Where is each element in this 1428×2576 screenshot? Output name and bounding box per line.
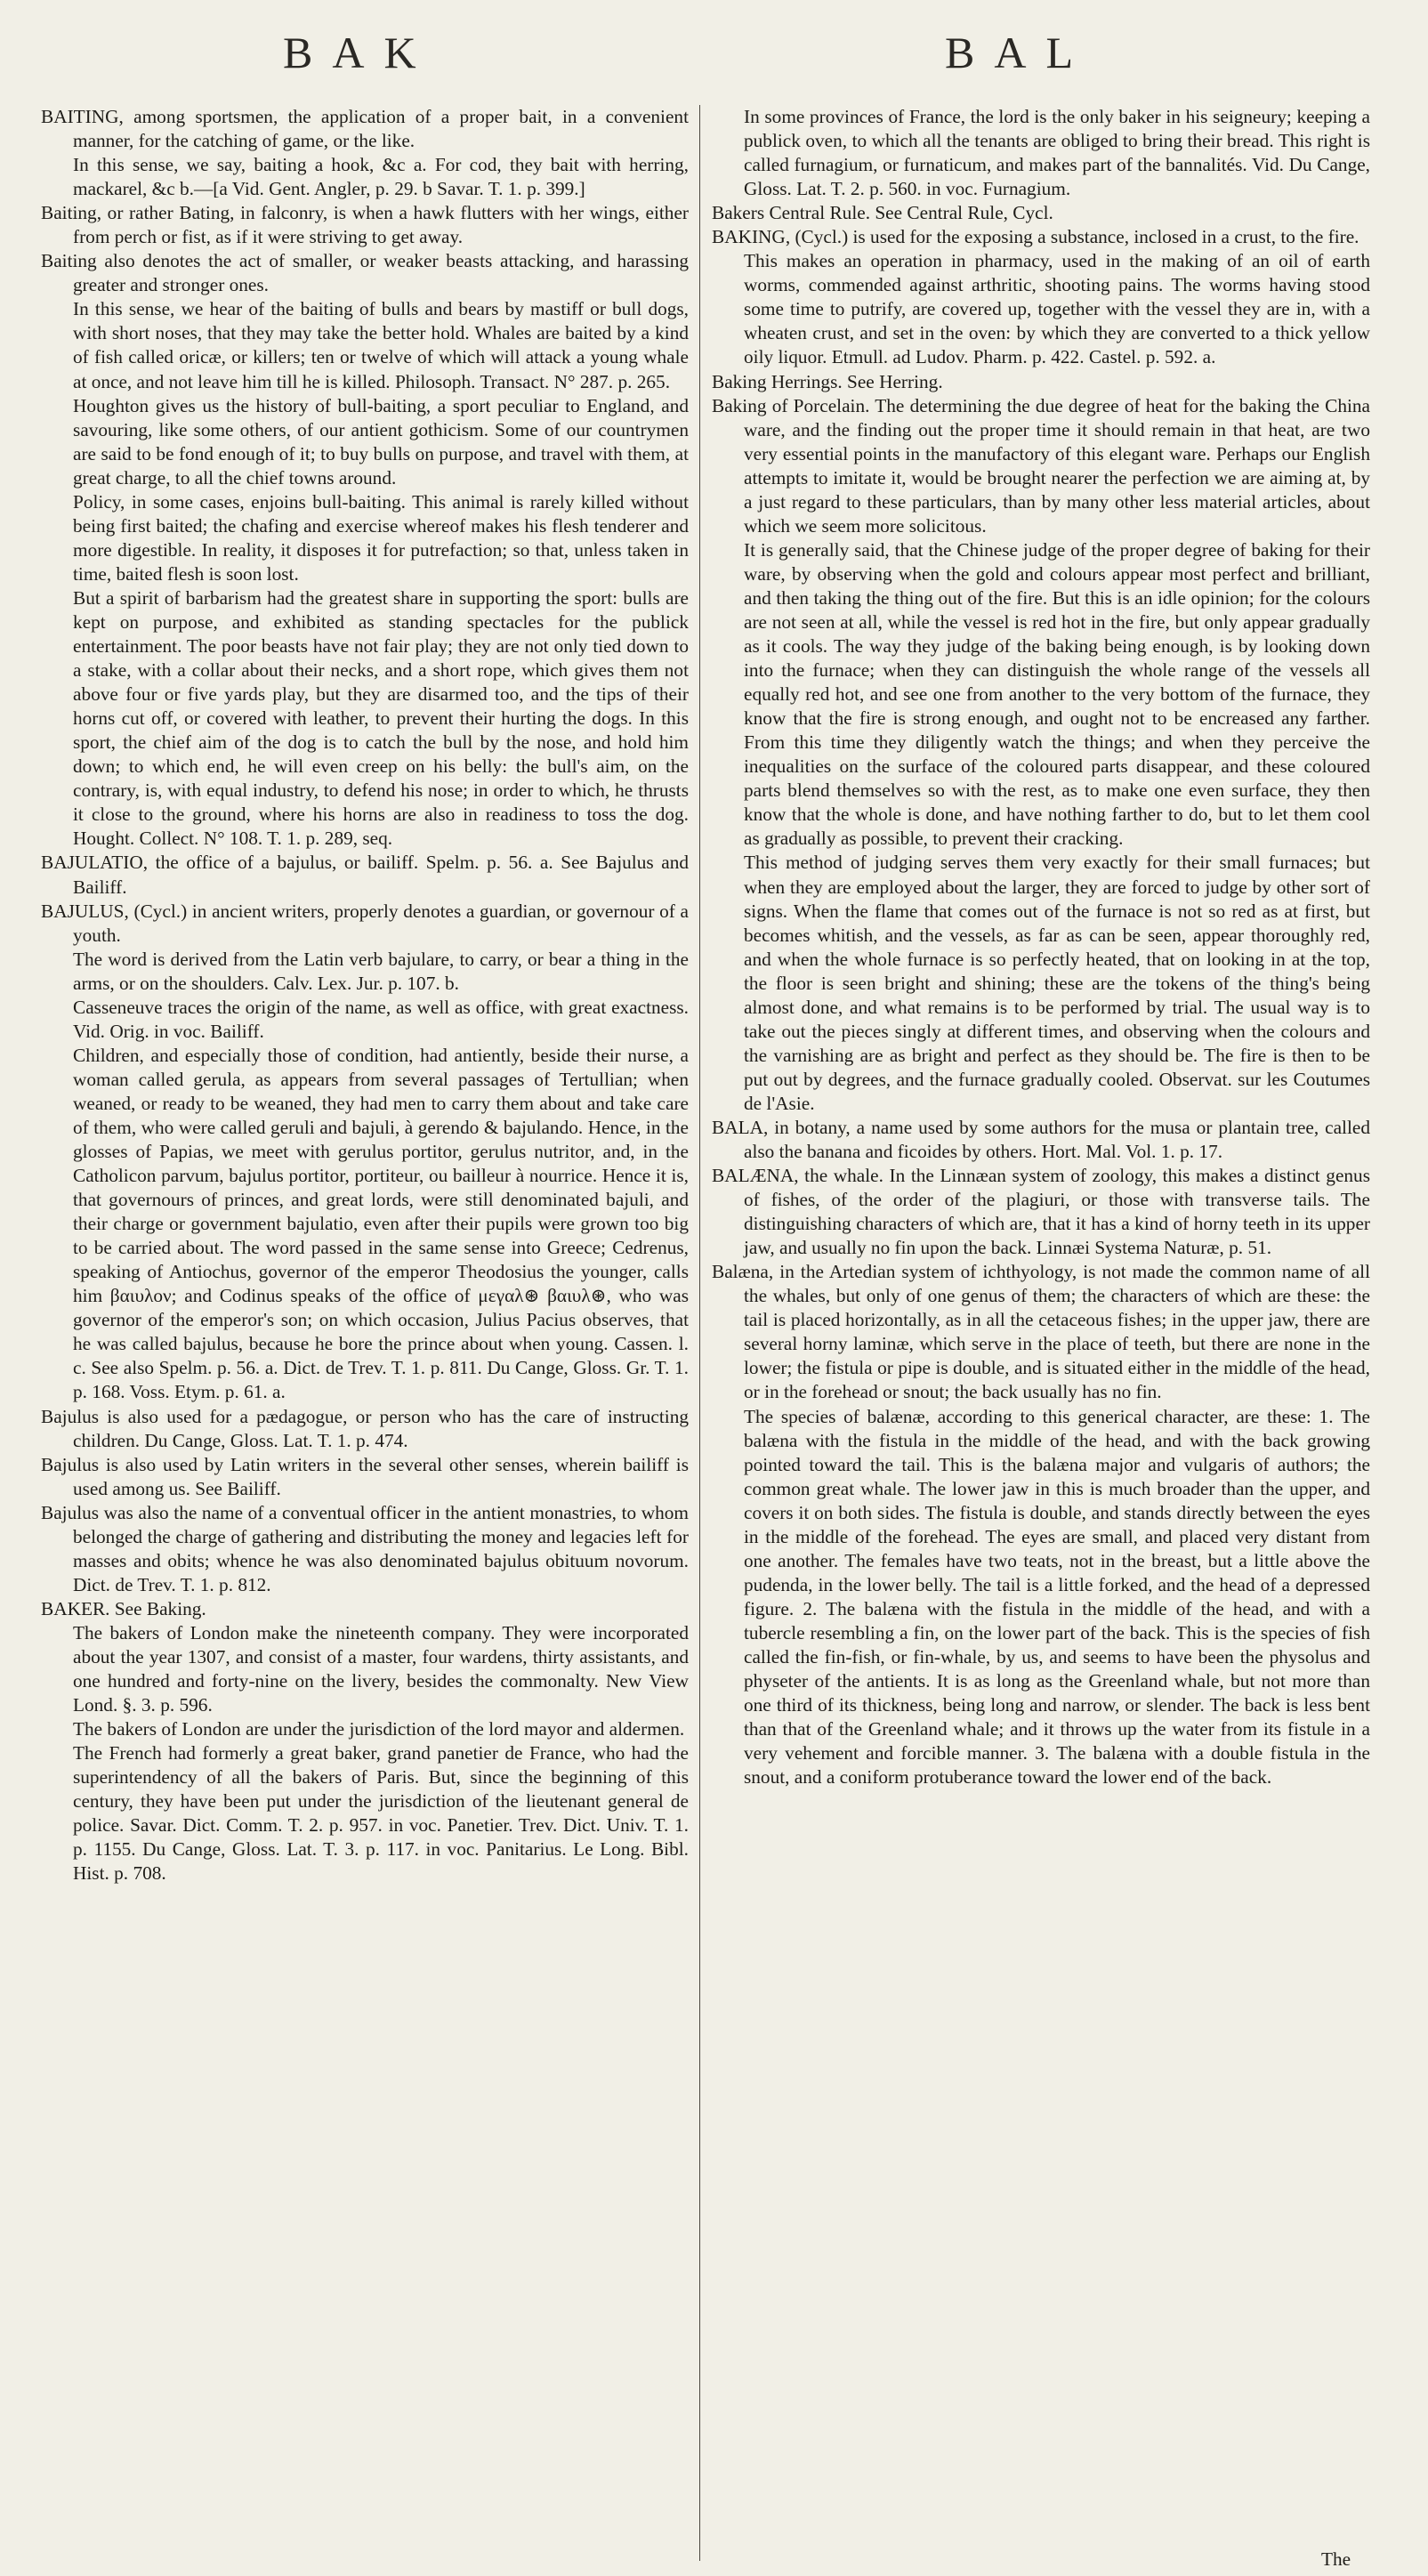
dictionary-entry: Baking of Porcelain. The determining the due degree of heat for the baking the China ware, and the finding out the proper time it should remain in that heat, are two very essential points in the manufactory of this elegant ware. Perhaps our English attempts to imitate it, would be brought nearer the perfection we are aiming at, by a just regard to these particulars, than by many other less material articles, about which we seem more solicitous. bbox=[712, 394, 1370, 537]
header-left-word: BAK bbox=[283, 28, 436, 77]
entry-paragraph: In some provinces of France, the lord is the only baker in his seigneury; keeping a publick oven, to which all the tenants are obliged to bring their bread. This right is called furnagium, or furnaticum, and makes part of the bannalités. Vid. Du Cange, Gloss. Lat. T. 2. p. 560. in voc. Furnagium. bbox=[744, 106, 1370, 200]
dictionary-entry: Baiting, or rather Bating, in falconry, is when a hawk flutters with her wings, either from perch or fist, as if it were striving to get away. bbox=[41, 202, 689, 248]
dictionary-entry: Bajulus is also used by Latin writers in the several other senses, wherein bailiff is used among us. See Bailiff. bbox=[41, 1453, 689, 1499]
dictionary-entry: Bakers Central Rule. See Central Rule, Cycl. bbox=[712, 202, 1053, 224]
entry-paragraph: But a spirit of barbarism had the greatest share in supporting the sport: bulls are kept on purpose, and exhibited as standing spectacles for the publick entertainment. The poor beasts have not fair play; they are not only tied down to a stake, with a collar about their necks, and a short rope, which gives them not above four or five yards play, but they are disarmed too, and the tips of their horns cut off, or covered with leather, to prevent their hurting the dogs. In this sport, the chief aim of the dog is to catch the bull by the nose, and hold him down; to which end, he will even creep on his belly: the bull's aim, on the contrary, is, with equal industry, to defend his nose; in order to which, he thrusts it close to the ground, where his horns are also in readiness to toss the dog. Hought. Collect. N° 108. T. 1. p. 289, seq. bbox=[73, 586, 689, 850]
entry-paragraph: Policy, in some cases, enjoins bull-baiting. This animal is rarely killed without being first baited; the chafing and exercise whereof makes his flesh tenderer and more digestible. In reality, it disposes it for putrefaction; so that, unless taken in time, baited flesh is soon lost. bbox=[73, 490, 689, 585]
entry-paragraph: The word is derived from the Latin verb bajulare, to carry, or bear a thing in the arms, or on the shoulders. Calv. Lex. Jur. p. 107. b. bbox=[73, 948, 689, 994]
left-column bbox=[41, 105, 689, 2548]
entry-paragraph: This makes an operation in pharmacy, used in the making of an oil of earth worms, commended against arthritic, shooting pains. The worms having stood some time to putrify, are covered up, together with the vessel they are in, with a wheaten crust, and set in the oven: by which they are converted to a thick yellow oily liquor. Etmull. ad Ludov. Pharm. p. 422. Castel. p. 592. a. bbox=[744, 250, 1370, 368]
dictionary-entry: Bajulus was also the name of a conventual officer in the antient monastries, to whom belonged the charge of gathering and distributing the money and legacies left for masses and obits; whence he was also denominated bajulus obituum novorum. Dict. de Trev. T. 1. p. 812. bbox=[41, 1501, 689, 1595]
entry-paragraph: The bakers of London are under the jurisdiction of the lord mayor and aldermen. bbox=[73, 1718, 685, 1740]
dictionary-entry: BAJULUS, (Cycl.) in ancient writers, properly denotes a guardian, or governour of a youth. bbox=[41, 900, 689, 946]
dictionary-entry: BALA, in botany, a name used by some authors for the musa or plantain tree, called also the banana and ficoides by others. Hort. Mal. Vol. 1. p. 17. bbox=[712, 1116, 1370, 1163]
dictionary-entry: BAITING, among sportsmen, the application of a proper bait, in a convenient manner, for the catching of game, or the like. bbox=[41, 106, 689, 152]
entry-paragraph: Children, and especially those of condition, had antiently, beside their nurse, a woman called gerula, as appears from several passages of Tertullian; when weaned, or ready to be weaned, they had men to carry them about and take care of them, who were called geruli and bajuli, à gerendo & bajulando. Hence, in the glosses of Papias, we meet with gerulus portitor, gerulus nutritor, and, in the Catholicon parvum, bajulus portitor, portiteur, ou bailleur à nourrice. Hence it is, that governours of princes, and great lords, were still denominated bajuli, and their charge or government bajulatio, even after their pupils were grown too big to be carried about. The word passed in the same sense into Greece; Cedrenus, speaking of Antiochus, governor of the emperor Theodosius the younger, calls him βαιυλον; and Codinus speaks of the office of μεγαλ⊛ βαιυλ⊛, who was governor of the emperor's son; on which occasion, Julius Pacius observes, that he was called bajulus, because he bore the prince about when young. Cassen. l. c. See also Spelm. p. 56. a. Dict. de Trev. T. 1. p. 811. Du Cange, Gloss. Gr. T. 1. p. 168. Voss. Etym. p. 61. a. bbox=[73, 1044, 689, 1403]
dictionary-entry: Baiting also denotes the act of smaller, or weaker beasts attacking, and harassing greater and stronger ones. bbox=[41, 250, 689, 296]
entry-paragraph: It is generally said, that the Chinese judge of the proper degree of baking for their ware, by observing when the gold and colours appear most perfect and brilliant, and then taking the thing out of the fire. But this is an idle opinion; for the colours are not seen at all, while the vessel is red hot in the fire, but only appear gradually as it cools. The way they judge of the baking being enough, is by looking down into the furnace; when they can distinguish the whole range of the vessels all equally red hot, and see one from another to the very bottom of the furnace, they know that the fire is strong enough, and ought not to be encreased any farther. From this time they diligently watch the things; and when they perceive the inequalities on the surface of the coloured parts disappear, and these coloured parts blend themselves so with the rest, as to make one even surface, they then know that the whole is done, and have nothing farther to do, but to let them cool as gradually as possible, to prevent their cracking. bbox=[744, 538, 1370, 850]
running-header bbox=[0, 27, 1428, 89]
dictionary-entry: Balæna, in the Artedian system of ichthyology, is not made the common name of all the whales, but only of one genus of them; the characters of which are these: the tail is placed horizontally, as in all the cetaceous fishes; in the upper jaw, there are several horny laminæ, which serve in the place of teeth, but there are none in the lower; the fistula or pipe is double, and is situated either in the middle of the head, or in the forehead or snout; the back usually has no fin. bbox=[712, 1261, 1370, 1403]
dictionary-entry: Baking Herrings. See Herring. bbox=[712, 370, 943, 392]
column-divider bbox=[699, 105, 700, 2561]
entry-paragraph: The bakers of London make the nineteenth company. They were incorporated about the year 1307, and consist of a master, four wardens, thirty assistants, and one hundred and forty-nine on the livery, besides the commonalty. New View Lond. §. 3. p. 596. bbox=[73, 1621, 689, 1716]
entry-paragraph: Houghton gives us the history of bull-baiting, a sport peculiar to England, and savouring, like some others, of our antient gothicism. Some of our countrymen are said to be fond enough of it; to buy bulls on purpose, and travel with them, at great charge, to all the chief towns around. bbox=[73, 394, 689, 489]
entry-paragraph: In this sense, we say, baiting a hook, &c a. For cod, they bait with herring, mackarel, &c b.—[a Vid. Gent. Angler, p. 29. b Savar. T. 1. p. 399.] bbox=[73, 154, 689, 200]
catchword: The bbox=[1321, 2548, 1351, 2570]
entry-paragraph: The French had formerly a great baker, grand panetier de France, who had the superintendency of all the bakers of Paris. But, since the beginning of this century, they have been put under the jurisdiction of the lieutenant general de police. Savar. Dict. Comm. T. 2. p. 957. in voc. Panetier. Trev. Dict. Univ. T. 1. p. 1155. Du Cange, Gloss. Lat. T. 3. p. 117. in voc. Panitarius. Le Long. Bibl. Hist. p. 708. bbox=[73, 1742, 689, 1885]
right-column bbox=[712, 105, 1370, 2556]
dictionary-entry: BALÆNA, the whale. In the Linnæan system of zoology, this makes a distinct genus of fishes, of the order of the plagiuri, or those with transverse tails. The distinguishing characters of which are, that it has a kind of horny teeth in its upper jaw, and usually no fin upon the back. Linnæi Systema Naturæ, p. 51. bbox=[712, 1165, 1370, 1259]
entry-paragraph: In this sense, we hear of the baiting of bulls and bears by mastiff or bull dogs, with short noses, that they may take the better hold. Whales are baited by a kind of fish called oricæ, or killers; ten or twelve of which will attack a young whale at once, and not leave him till he is killed. Philosoph. Transact. N° 287. p. 265. bbox=[73, 298, 689, 392]
entry-paragraph: This method of judging serves them very exactly for their small furnaces; but when they are employed about the larger, they are forced to judge by other sort of signs. When the flame that comes out of the furnace is not so red as at first, but becomes whitish, and the vessels, as far as can be seen, appear thoroughly red, and when the whole furnace is so perfectly heated, that on looking in at the top, the floor is seen bright and shining; these are the tokens of the thing's being almost done, and what remains is to be performed by trial. The usual way is to take out the pieces singly at different times, and observing when the colours and the varnishing are as bright and perfect as they should be. The fire is then to be put out by degrees, and the furnace gradually cooled. Observat. sur les Coutumes de l'Asie. bbox=[744, 852, 1370, 1114]
dictionary-entry: Bajulus is also used for a pædagogue, or person who has the care of instructing children. Du Cange, Gloss. Lat. T. 1. p. 474. bbox=[41, 1405, 689, 1451]
dictionary-entry: BAKER. See Baking. bbox=[41, 1597, 206, 1619]
header-right-word: BAL bbox=[945, 28, 1093, 77]
dictionary-entry: BAKING, (Cycl.) is used for the exposing a substance, inclosed in a crust, to the fire. bbox=[712, 226, 1359, 248]
entry-paragraph: Casseneuve traces the origin of the name, as well as office, with great exactness. Vid. Orig. in voc. Bailiff. bbox=[73, 996, 689, 1042]
entry-paragraph: The species of balænæ, according to this generical character, are these: 1. The balæna with the fistula in the middle of the head, and with the back growing pointed toward the tail. This is the balæna major and vulgaris of authors; the common great whale. The lower jaw in this is much broader than the upper, and covers it on both sides. The fistula is double, and stands directly between the eyes in the middle of the forehead. The eyes are small, and placed very distant from one another. The females have two teats, not in the breast, but a little above the pudenda, in the lower belly. The tail is a little forked, and the head of a depressed figure. 2. The balæna with the fistula in the middle of the head, and with a tubercle resembling a fin, on the lower part of the back. This is the species of fish called the fin-fish, or fin-whale, by us, and seems to have been the physolus and physeter of the antients. It is as long as the Greenland whale, but not more than one third of its thickness, being long and narrow, or slender. The back is less bent than that of the Greenland whale; and it throws up the water from its fistule in a very vehement and forcible manner. 3. The balæna with a double fistula in the snout, and a coniform protuberance toward the lower end of the back. bbox=[744, 1405, 1370, 1789]
dictionary-entry: BAJULATIO, the office of a bajulus, or bailiff. Spelm. p. 56. a. See Bajulus and Bailiff. bbox=[41, 852, 689, 898]
